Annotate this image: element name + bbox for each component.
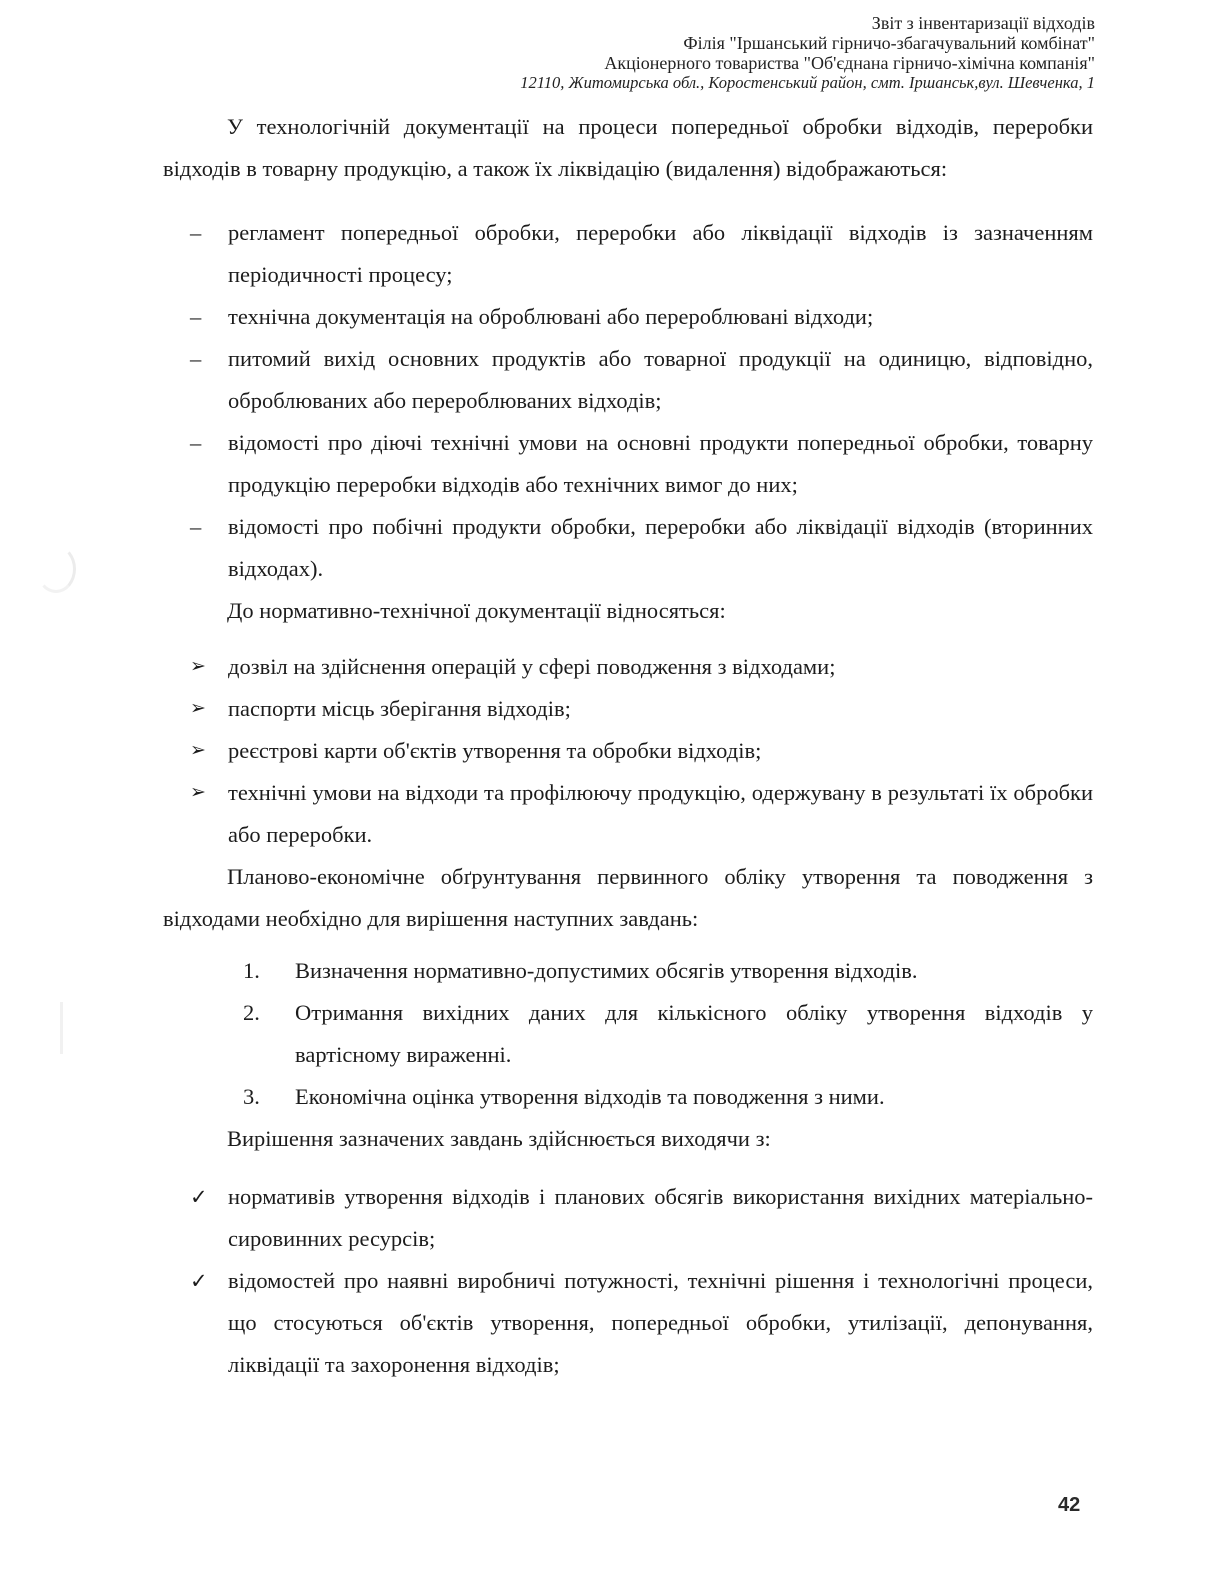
check-list-item <box>190 1260 1093 1386</box>
dash-list-item <box>190 338 1093 422</box>
arrowhead-bullet-icon: ➢ <box>190 698 206 719</box>
dash-bullet: – <box>190 346 202 371</box>
dash-item-text: технічна документація на оброблювані або перероблювані відходи; <box>228 304 874 329</box>
item-number: 2. <box>243 1000 260 1025</box>
arrowhead-bullet-icon: ➢ <box>190 656 206 677</box>
document-header <box>100 13 1095 93</box>
header-line-title: Звіт з інвентаризації відходів <box>871 13 1095 33</box>
dash-bullet: – <box>190 514 202 539</box>
arrow-item-text: паспорти місць зберігання відходів; <box>228 696 571 721</box>
arrow-item-text: технічні умови на відходи та профілюючу продукцію, одержувану в результаті їх обробки або переробки. <box>228 780 1093 847</box>
dash-list <box>163 212 1093 590</box>
numbered-item-text: Отримання вихідних даних для кількісного обліку утворення відходів у вартісному вираженні. <box>295 1000 1093 1067</box>
item-number: 1. <box>243 958 260 983</box>
header-address: 12110, Житомирська обл., Коростенський район, смт. Іршанськ,вул. Шевченка, 1 <box>520 73 1095 92</box>
dash-bullet: – <box>190 430 202 455</box>
arrow-list-item <box>190 730 1093 772</box>
checkmark-bullet-icon: ✓ <box>190 1269 208 1293</box>
arrowhead-bullet-icon: ➢ <box>190 740 206 761</box>
arrow-list-item <box>190 772 1093 856</box>
arrow-list <box>163 646 1093 856</box>
numbered-item-text: Визначення нормативно-допустимих обсягів утворення відходів. <box>295 958 918 983</box>
numbered-list-item <box>243 1076 1093 1118</box>
dash-item-text: відомості про побічні продукти обробки, переробки або ліквідації відходів (вторинних відходах). <box>228 514 1093 581</box>
checkmark-bullet-icon: ✓ <box>190 1185 208 1209</box>
document-body <box>163 106 1093 1386</box>
scan-artifact-line <box>60 1002 63 1054</box>
dash-list-item <box>190 422 1093 506</box>
dash-bullet: – <box>190 304 202 329</box>
planning-paragraph: Планово-економічне обґрунтування первинного обліку утворення та поводження з відходами необхідно для вирішення наступних завдань: <box>163 864 1093 931</box>
header-line-branch: Філія "Іршанський гірничо-збагачувальний комбінат" <box>683 33 1095 53</box>
numbered-item-text: Економічна оцінка утворення відходів та поводження з ними. <box>295 1084 885 1109</box>
norm-docs-intro: До нормативно-технічної документації відносяться: <box>227 598 726 623</box>
tasks-intro: Вирішення зазначених завдань здійснюється виходячи з: <box>227 1126 771 1151</box>
arrowhead-bullet-icon: ➢ <box>190 782 206 803</box>
dash-list-item <box>190 506 1093 590</box>
check-list-item <box>190 1176 1093 1260</box>
arrow-item-text: дозвіл на здійснення операцій у сфері поводження з відходами; <box>228 654 836 679</box>
arrow-list-item <box>190 646 1093 688</box>
arrow-list-item <box>190 688 1093 730</box>
dash-item-text: регламент попередньої обробки, переробки або ліквідації відходів із зазначенням періодичності процесу; <box>228 220 1093 287</box>
item-number: 3. <box>243 1084 260 1109</box>
check-item-text: нормативів утворення відходів і планових обсягів використання вихідних матеріально-сировинних ресурсів; <box>228 1184 1093 1251</box>
arrow-item-text: реєстрові карти об'єктів утворення та обробки відходів; <box>228 738 762 763</box>
dash-item-text: відомості про діючі технічні умови на основні продукти попередньої обробки, товарну продукцію переробки відходів або технічних вимог до них; <box>228 430 1093 497</box>
header-line-company: Акціонерного товариства "Об'єднана гірничо-хімічна компанія" <box>604 53 1095 73</box>
check-item-text: відомостей про наявні виробничі потужності, технічні рішення і технологічні процеси, що стосуються об'єктів утворення, попередньої обробки, утилізації, депонування, ліквідації та захоронення відходів; <box>228 1268 1093 1377</box>
check-list <box>163 1176 1093 1386</box>
dash-bullet: – <box>190 220 202 245</box>
scan-artifact-ring <box>36 545 76 593</box>
page-number: 42 <box>1058 1494 1081 1516</box>
numbered-list <box>163 950 1093 1118</box>
intro-paragraph: У технологічній документації на процеси попередньої обробки відходів, переробки відходів в товарну продукцію, а також їх ліквідацію (видалення) відображаються: <box>163 114 1093 181</box>
dash-list-item <box>190 212 1093 296</box>
numbered-list-item <box>243 992 1093 1076</box>
numbered-list-item <box>243 950 1093 992</box>
dash-item-text: питомий вихід основних продуктів або товарної продукції на одиницю, відповідно, оброблюваних або перероблюваних відходів; <box>228 346 1093 413</box>
dash-list-item <box>190 296 1093 338</box>
